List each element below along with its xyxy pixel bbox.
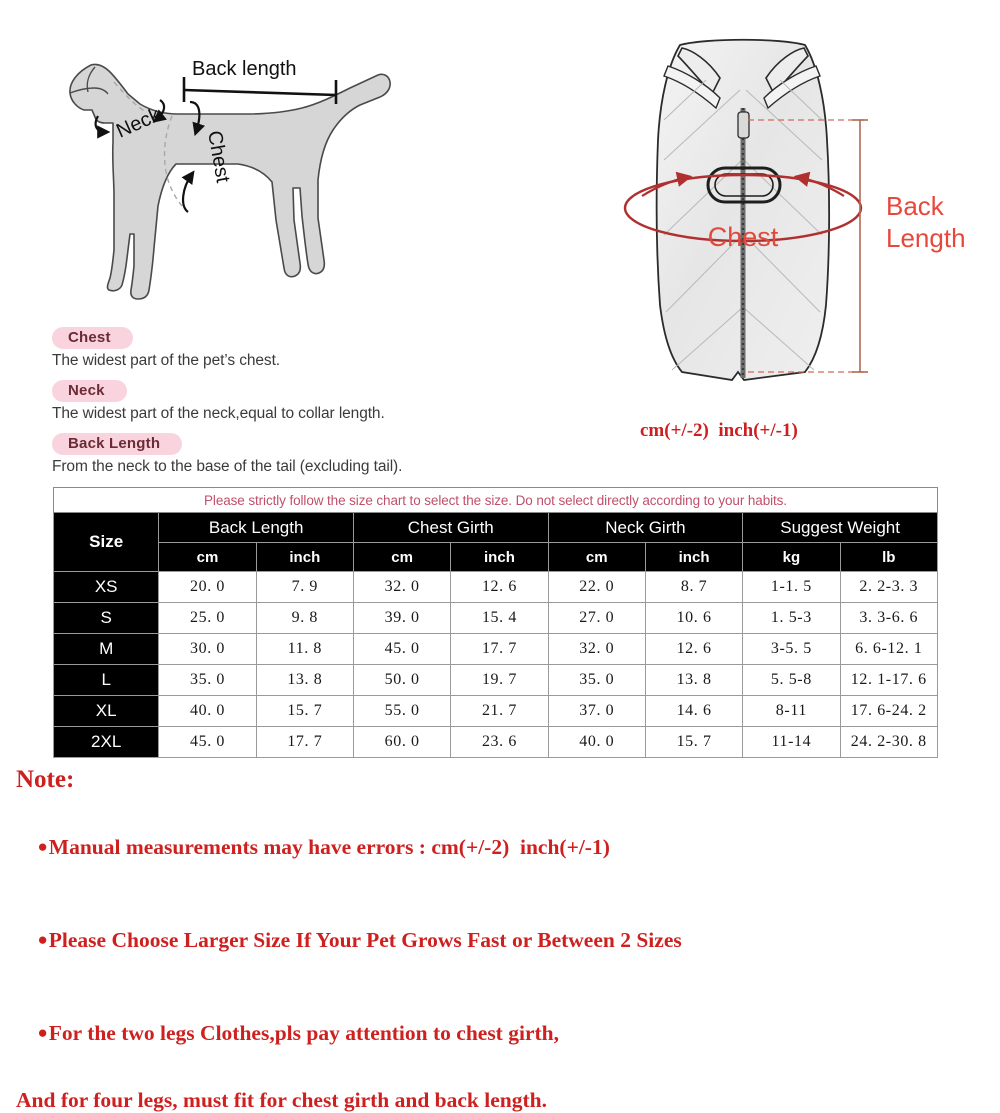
header-unit-neck-inch: inch — [645, 543, 742, 572]
cell-back-length-inch: 17. 7 — [256, 727, 353, 758]
cell-back-length-cm: 20. 0 — [159, 572, 256, 603]
row-size-label: XL — [54, 696, 159, 727]
note-item-2 — [16, 902, 976, 978]
chest-label: Chest — [203, 129, 234, 185]
row-size-label: XS — [54, 572, 159, 603]
cell-weight-lb: 24. 2-30. 8 — [840, 727, 937, 758]
cell-weight-lb: 17. 6-24. 2 — [840, 696, 937, 727]
cell-neck-inch: 12. 6 — [645, 634, 742, 665]
header-unit-neck-cm: cm — [548, 543, 645, 572]
cell-chest-inch: 12. 6 — [451, 572, 548, 603]
cell-chest-inch: 23. 6 — [451, 727, 548, 758]
back-length-annotation-line2: Length — [886, 223, 966, 253]
cell-back-length-inch: 9. 8 — [256, 603, 353, 634]
definition-neck-text: The widest part of the neck,equal to collar length. — [52, 405, 385, 422]
definition-chest-badge: Chest — [52, 327, 133, 349]
table-header-group-row — [54, 513, 938, 543]
note-item-1-text: Manual measurements may have errors : cm(+/-2) inch(+/-1) — [48, 835, 610, 859]
header-group-neck-girth: Neck Girth — [548, 513, 743, 543]
cell-back-length-cm: 35. 0 — [159, 665, 256, 696]
size-chart-table — [53, 487, 938, 758]
cell-neck-cm: 27. 0 — [548, 603, 645, 634]
table-warning-text: Please strictly follow the size chart to select the size. Do not select directly according to your habits. — [54, 488, 938, 513]
cell-back-length-cm: 40. 0 — [159, 696, 256, 727]
jacket-measurement-photo — [620, 20, 990, 450]
cell-back-length-inch: 7. 9 — [256, 572, 353, 603]
cell-chest-inch: 17. 7 — [451, 634, 548, 665]
cell-chest-cm: 32. 0 — [353, 572, 450, 603]
row-size-label: S — [54, 603, 159, 634]
cell-chest-inch: 15. 4 — [451, 603, 548, 634]
header-group-chest-girth: Chest Girth — [353, 513, 548, 543]
cell-neck-cm: 40. 0 — [548, 727, 645, 758]
cell-back-length-inch: 15. 7 — [256, 696, 353, 727]
cell-neck-inch: 8. 7 — [645, 572, 742, 603]
jacket-diagram-svg — [620, 20, 990, 450]
note-item-3-text: For the two legs Clothes,pls pay attention to chest girth, — [48, 1021, 559, 1045]
cell-weight-kg: 3-5. 5 — [743, 634, 840, 665]
chest-annotation-label: Chest — [707, 222, 779, 252]
table-header-unit-row — [54, 543, 938, 572]
cell-weight-kg: 5. 5-8 — [743, 665, 840, 696]
row-size-label: 2XL — [54, 727, 159, 758]
cell-weight-kg: 11-14 — [743, 727, 840, 758]
cell-neck-cm: 37. 0 — [548, 696, 645, 727]
header-unit-back-length-cm: cm — [159, 543, 256, 572]
definition-neck-badge: Neck — [52, 380, 127, 402]
header-unit-back-length-inch: inch — [256, 543, 353, 572]
note-item-3-continuation: And for four legs, must fit for chest girth and back length. — [16, 1088, 547, 1112]
table-row — [54, 572, 938, 603]
table-row — [54, 603, 938, 634]
note-bullet-icon: ● — [37, 837, 48, 856]
definition-back-length-badge: Back Length — [52, 433, 182, 455]
cell-chest-inch: 21. 7 — [451, 696, 548, 727]
dog-measurement-diagram — [50, 20, 410, 320]
notes-title: Note: — [16, 766, 75, 793]
table-row — [54, 727, 938, 758]
cell-chest-cm: 39. 0 — [353, 603, 450, 634]
notes-section — [16, 765, 976, 1113]
cell-weight-lb: 3. 3-6. 6 — [840, 603, 937, 634]
cell-chest-cm: 55. 0 — [353, 696, 450, 727]
table-row — [54, 665, 938, 696]
cell-neck-inch: 15. 7 — [645, 727, 742, 758]
cell-back-length-inch: 11. 8 — [256, 634, 353, 665]
header-size: Size — [54, 513, 159, 572]
cell-weight-lb: 2. 2-3. 3 — [840, 572, 937, 603]
cell-back-length-cm: 45. 0 — [159, 727, 256, 758]
cell-back-length-inch: 13. 8 — [256, 665, 353, 696]
cell-weight-lb: 6. 6-12. 1 — [840, 634, 937, 665]
cell-weight-kg: 1-1. 5 — [743, 572, 840, 603]
header-unit-weight-lb: lb — [840, 543, 937, 572]
table-row — [54, 634, 938, 665]
cell-weight-kg: 1. 5-3 — [743, 603, 840, 634]
header-group-suggest-weight: Suggest Weight — [743, 513, 938, 543]
header-unit-chest-cm: cm — [353, 543, 450, 572]
definition-back-length — [52, 433, 572, 477]
cell-neck-inch: 14. 6 — [645, 696, 742, 727]
definition-chest-text: The widest part of the pet’s chest. — [52, 352, 280, 369]
cell-weight-kg: 8-11 — [743, 696, 840, 727]
cell-back-length-cm: 30. 0 — [159, 634, 256, 665]
note-item-1 — [16, 809, 976, 885]
row-size-label: M — [54, 634, 159, 665]
header-unit-chest-inch: inch — [451, 543, 548, 572]
header-unit-weight-kg: kg — [743, 543, 840, 572]
cell-neck-cm: 35. 0 — [548, 665, 645, 696]
cell-neck-cm: 32. 0 — [548, 634, 645, 665]
definition-back-length-text: From the neck to the base of the tail (excluding tail). — [52, 458, 403, 475]
note-item-2-text: Please Choose Larger Size If Your Pet Grows Fast or Between 2 Sizes — [48, 928, 682, 952]
cell-neck-inch: 13. 8 — [645, 665, 742, 696]
back-length-dimension — [184, 77, 336, 104]
measurement-definitions — [52, 327, 572, 486]
back-length-label: Back length — [192, 58, 297, 80]
cell-weight-lb: 12. 1-17. 6 — [840, 665, 937, 696]
header-group-back-length: Back Length — [159, 513, 354, 543]
vest-zipper-pull — [738, 112, 749, 138]
row-size-label: L — [54, 665, 159, 696]
definition-chest — [52, 327, 572, 371]
back-length-annotation-line1: Back — [886, 191, 944, 221]
tolerance-note: cm(+/-2) inch(+/-1) — [640, 420, 798, 441]
cell-back-length-cm: 25. 0 — [159, 603, 256, 634]
note-item-3 — [16, 995, 976, 1071]
cell-neck-inch: 10. 6 — [645, 603, 742, 634]
cell-chest-cm: 60. 0 — [353, 727, 450, 758]
cell-chest-cm: 45. 0 — [353, 634, 450, 665]
size-chart-table-wrapper — [53, 487, 938, 758]
dog-silhouette — [70, 64, 390, 299]
table-row — [54, 696, 938, 727]
cell-neck-cm: 22. 0 — [548, 572, 645, 603]
table-warning-row — [54, 488, 938, 513]
definition-neck — [52, 380, 572, 424]
cell-chest-inch: 19. 7 — [451, 665, 548, 696]
note-bullet-icon: ● — [37, 930, 48, 949]
note-bullet-icon: ● — [37, 1023, 48, 1042]
cell-chest-cm: 50. 0 — [353, 665, 450, 696]
neck-label: Neck — [113, 103, 164, 143]
dog-diagram-svg — [50, 20, 410, 320]
